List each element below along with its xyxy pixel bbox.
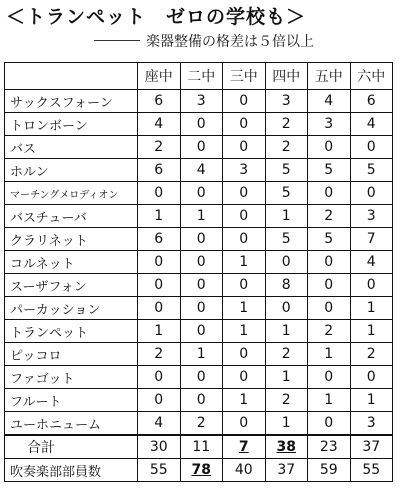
table-cell: 1 [350,320,393,343]
table-cell: 1 [138,205,181,228]
table-cell: 0 [180,228,223,251]
members-cell: 59 [308,459,351,482]
header-school: 二中 [180,63,223,90]
table-cell: 0 [223,205,266,228]
instrument-label: ユーホニューム [5,412,138,436]
table-cell: 8 [265,274,308,297]
table-cell: 0 [350,274,393,297]
table-cell: 0 [308,366,351,389]
table-cell: 4 [138,412,181,436]
header-school: 五中 [308,63,351,90]
table-cell: 0 [223,136,266,159]
table-cell: 2 [308,205,351,228]
table-row [5,412,393,436]
table-cell: 0 [223,366,266,389]
instrument-label: バス [5,136,138,159]
article-title: ＜トランペット ゼロの学校も＞ [6,6,307,28]
table-cell: 2 [308,320,351,343]
table-row [5,274,393,297]
table-cell: 0 [308,136,351,159]
table-cell: 0 [180,297,223,320]
total-label: 合計 [5,435,138,459]
table-cell: 5 [265,159,308,182]
members-cell: 40 [223,459,266,482]
header-school: 座中 [138,63,181,90]
table-cell: 7 [350,228,393,251]
table-cell: 0 [138,251,181,274]
header-row [5,63,393,90]
header-corner-cell [5,63,138,90]
table-cell: 1 [265,412,308,436]
article-subtitle: 楽器整備の格差は５倍以上 [146,34,314,50]
table-row [5,228,393,251]
instrument-label: クラリネット [5,228,138,251]
header-school: 三中 [223,63,266,90]
table-cell: 5 [308,228,351,251]
table-cell: 0 [265,251,308,274]
table-cell: 1 [350,297,393,320]
table-row [5,320,393,343]
table-cell: 0 [180,136,223,159]
instrument-label: ピッコロ [5,343,138,366]
table-cell: 2 [265,343,308,366]
table-cell: 4 [138,113,181,136]
table-cell: 0 [350,182,393,205]
table-cell: 2 [138,343,181,366]
table-cell: 0 [223,228,266,251]
table-cell: 2 [265,136,308,159]
table-row [5,251,393,274]
members-row [5,459,393,482]
table-cell: 5 [350,159,393,182]
table-cell: 0 [138,366,181,389]
table-cell: 3 [223,159,266,182]
table-cell: 2 [265,389,308,412]
table-cell: 3 [180,90,223,113]
table-cell: 0 [308,251,351,274]
table-cell: 1 [265,320,308,343]
table-cell: 0 [308,182,351,205]
table-cell: 6 [138,159,181,182]
total-cell-highlight: 7 [223,435,266,459]
table-cell: 2 [350,343,393,366]
instrument-table [4,62,393,482]
table-cell: 2 [265,113,308,136]
table-row [5,205,393,228]
table-row [5,389,393,412]
table-cell: 1 [223,320,266,343]
table-cell: 1 [308,343,351,366]
table-row [5,159,393,182]
table-cell: 0 [350,136,393,159]
total-cell: 23 [308,435,351,459]
table-cell: 1 [265,366,308,389]
header-school: 四中 [265,63,308,90]
total-cell: 11 [180,435,223,459]
table-cell: 6 [138,228,181,251]
table-cell: 3 [308,113,351,136]
table-cell: 1 [180,205,223,228]
table-cell: 4 [350,113,393,136]
table-cell: 0 [180,251,223,274]
table-cell: 0 [308,412,351,436]
table-cell: 2 [138,136,181,159]
table-cell: 0 [265,297,308,320]
table-cell: 0 [223,113,266,136]
instrument-label: サックスフォーン [5,90,138,113]
header-school: 六中 [350,63,393,90]
table-cell: 1 [223,297,266,320]
table-cell: 1 [180,343,223,366]
members-cell: 55 [350,459,393,482]
members-cell-highlight: 78 [180,459,223,482]
table-cell: 4 [308,90,351,113]
total-cell-highlight: 38 [265,435,308,459]
table-cell: 0 [180,320,223,343]
table-cell: 6 [350,90,393,113]
table-cell: 3 [350,205,393,228]
table-cell: 0 [180,366,223,389]
table-cell: 0 [308,297,351,320]
table-cell: 5 [308,159,351,182]
instrument-label: マーチングメロディオン [5,182,138,205]
total-row [5,435,393,459]
table-row [5,366,393,389]
table-cell: 0 [180,389,223,412]
instrument-label: トロンボーン [5,113,138,136]
table-row [5,343,393,366]
table-cell: 0 [223,343,266,366]
table-cell: 2 [180,412,223,436]
table-cell: 0 [138,182,181,205]
table-cell: 4 [350,251,393,274]
instrument-label: パーカッション [5,297,138,320]
table-cell: 6 [138,90,181,113]
table-cell: 0 [138,297,181,320]
table-cell: 0 [223,90,266,113]
table-cell: 0 [350,366,393,389]
table-row [5,90,393,113]
table-cell: 0 [223,412,266,436]
table-cell: 5 [265,228,308,251]
members-label: 吹奏楽部部員数 [5,459,138,482]
table-cell: 1 [308,389,351,412]
table-cell: 4 [180,159,223,182]
instrument-label: ホルン [5,159,138,182]
table-row [5,136,393,159]
table-cell: 1 [223,389,266,412]
table-cell: 0 [223,182,266,205]
instrument-label: バスチューバ [5,205,138,228]
table-cell: 3 [265,90,308,113]
table-row [5,297,393,320]
table-cell: 0 [180,182,223,205]
members-cell: 37 [265,459,308,482]
table-cell: 0 [308,274,351,297]
subtitle-dash [94,40,140,41]
table-cell: 1 [350,389,393,412]
table-cell: 0 [223,274,266,297]
table-cell: 3 [350,412,393,436]
total-cell: 30 [138,435,181,459]
table-cell: 1 [138,320,181,343]
table-cell: 0 [138,274,181,297]
table-cell: 1 [223,251,266,274]
total-cell: 37 [350,435,393,459]
instrument-label: ファゴット [5,366,138,389]
table-cell: 0 [180,274,223,297]
table-row [5,182,393,205]
instrument-label: フルート [5,389,138,412]
instrument-label: スーザフォン [5,274,138,297]
table-cell: 0 [138,389,181,412]
table-cell: 0 [180,113,223,136]
instrument-label: トランペット [5,320,138,343]
instrument-label: コルネット [5,251,138,274]
table-cell: 5 [265,182,308,205]
table-cell: 1 [265,205,308,228]
table-row [5,113,393,136]
members-cell: 55 [138,459,181,482]
